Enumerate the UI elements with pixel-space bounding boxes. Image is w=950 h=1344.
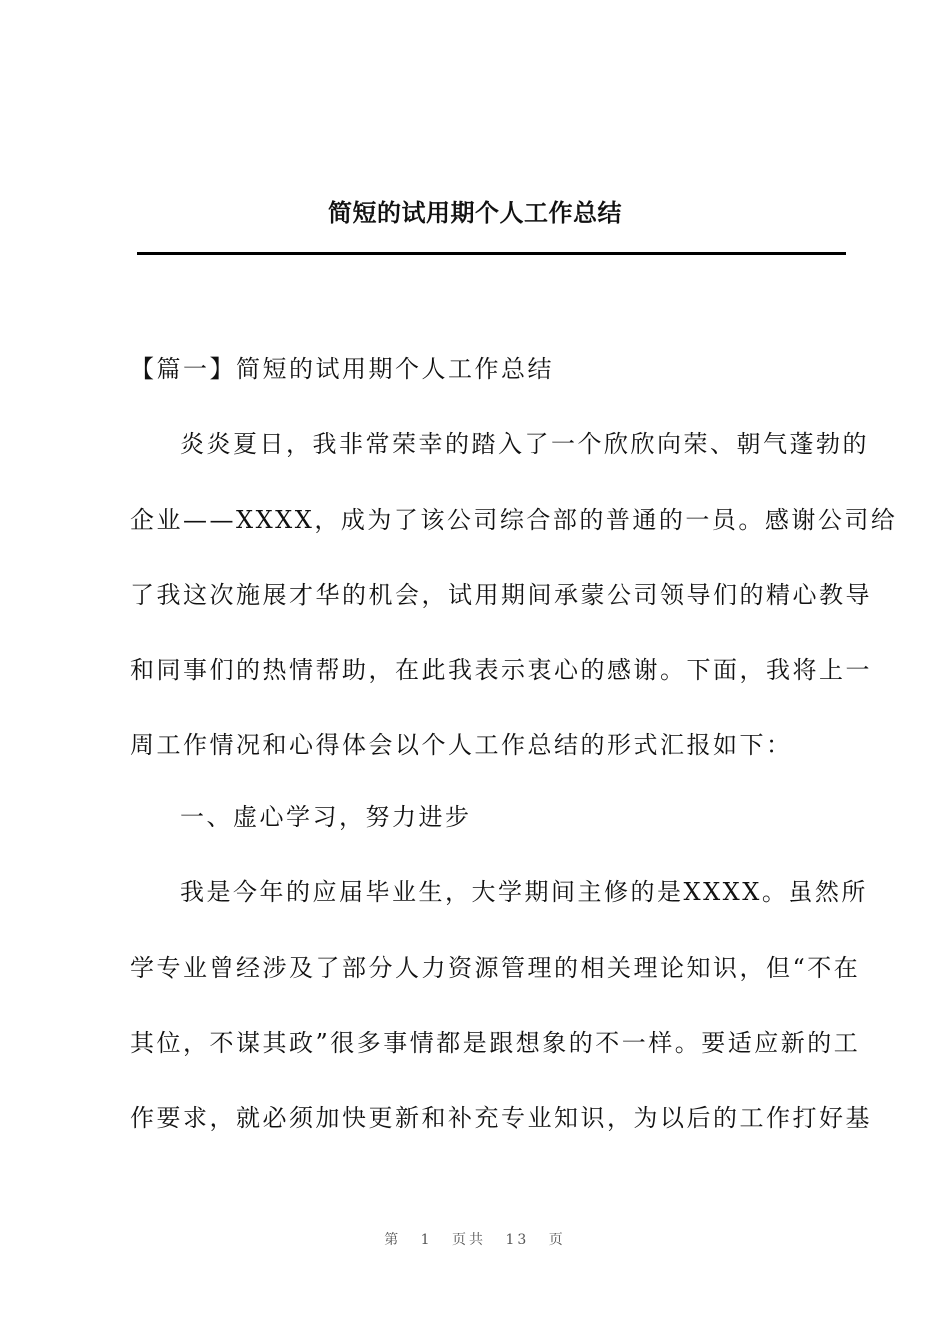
footer-mid: 页共 bbox=[452, 1232, 487, 1248]
page-number: 1 bbox=[420, 1232, 433, 1248]
paragraph-line: 和同事们的热情帮助，在此我表示衷心的感谢。下面，我将上一 bbox=[130, 656, 872, 684]
paragraph-line: 其位，不谋其政”很多事情都是跟想象的不一样。要适应新的工 bbox=[130, 1029, 861, 1057]
document-title: 简短的试用期个人工作总结 bbox=[328, 199, 622, 227]
paragraph-line: 周工作情况和心得体会以个人工作总结的形式汇报如下： bbox=[130, 731, 793, 759]
paragraph-line: 了我这次施展才华的机会，试用期间承蒙公司领导们的精心教导 bbox=[130, 581, 872, 609]
page-total: 13 bbox=[505, 1232, 530, 1248]
paragraph-line: 我是今年的应届毕业生，大学期间主修的是XXXX。虽然所 bbox=[180, 878, 868, 906]
footer-prefix: 第 bbox=[384, 1232, 402, 1248]
section-heading: 【篇一】简短的试用期个人工作总结 bbox=[130, 355, 554, 383]
paragraph-line: 炎炎夏日，我非常荣幸的踏入了一个欣欣向荣、朝气蓬勃的 bbox=[180, 430, 869, 458]
paragraph-line: 企业——XXXX，成为了该公司综合部的普通的一员。感谢公司给 bbox=[130, 506, 898, 534]
subheading: 一、虚心学习，努力进步 bbox=[180, 803, 472, 831]
title-divider bbox=[137, 252, 846, 255]
paragraph-line: 学专业曾经涉及了部分人力资源管理的相关理论知识，但“不在 bbox=[130, 954, 861, 982]
footer-suffix: 页 bbox=[548, 1232, 566, 1248]
page-footer bbox=[0, 1230, 950, 1250]
paragraph-line: 作要求，就必须加快更新和补充专业知识，为以后的工作打好基 bbox=[130, 1104, 872, 1132]
